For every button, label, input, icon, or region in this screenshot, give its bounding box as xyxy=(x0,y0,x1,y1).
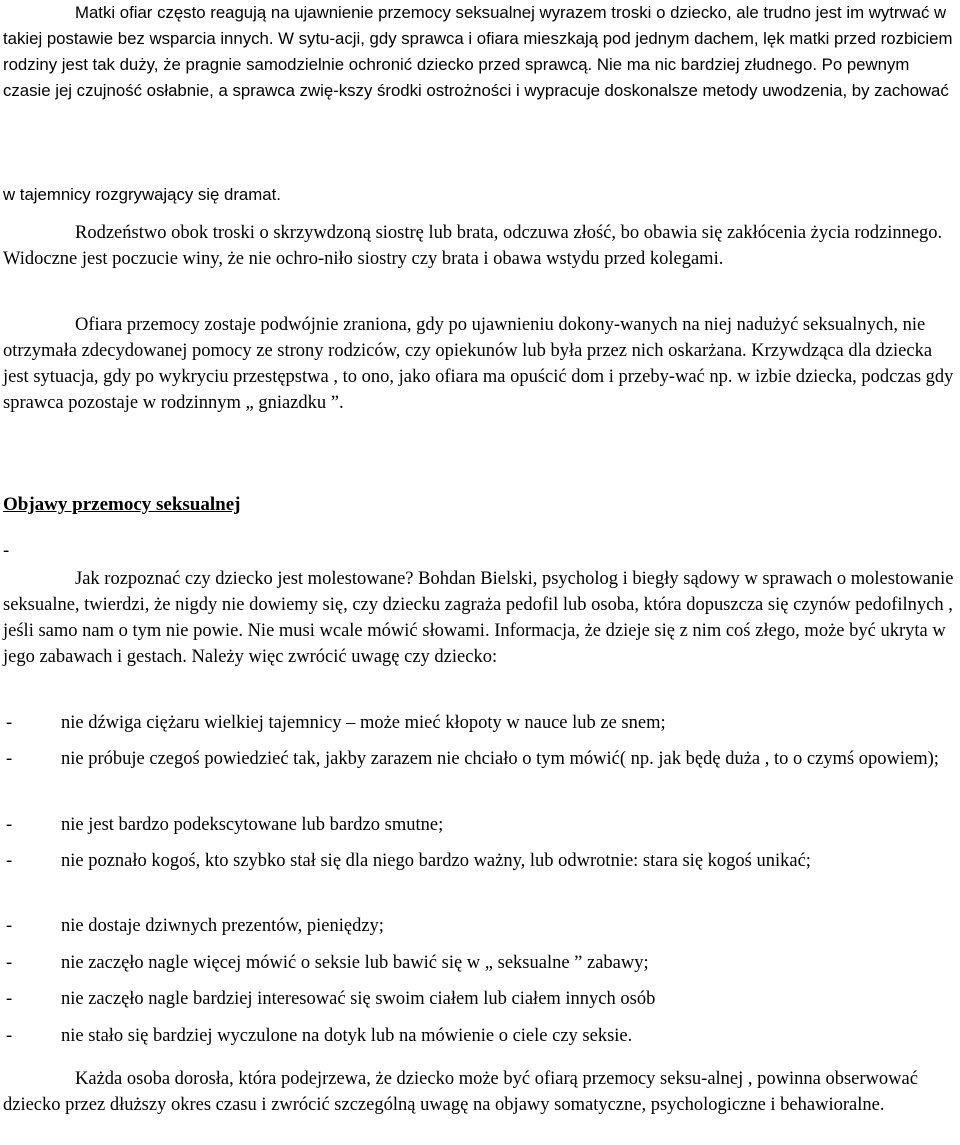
list-item xyxy=(3,848,955,874)
list-item xyxy=(3,913,955,939)
list-dash: - xyxy=(6,916,13,936)
list-item-text: nie dźwiga ciężaru wielkiej tajemnicy – może mieć kłopoty w nauce lub ze snem; xyxy=(61,713,666,733)
list-item xyxy=(3,710,955,736)
list-item-text: nie zaczęło nagle bardziej interesować się swoim ciałem lub ciałem innych osób xyxy=(61,989,656,1009)
list-item-text: nie dostaje dziwnych prezentów, pieniędzy; xyxy=(61,916,384,936)
list-item xyxy=(3,812,955,838)
list-dash: - xyxy=(6,749,13,769)
lone-dash: - xyxy=(3,541,10,561)
list-item-text: nie stało się bardziej wyczulone na dotyk lub na mówienie o ciele czy seksie. xyxy=(61,1026,633,1046)
section-heading-symptoms: Objawy przemocy seksualnej xyxy=(3,494,241,515)
list-item xyxy=(3,1023,955,1049)
paragraph-how-to-recognize: Jak rozpoznać czy dziecko jest molestowane? Bohdan Bielski, psycholog i biegły sądowy w sprawach o molestowanie seksualne, twierdzi, że nigdy nie dowiemy się, czy dziecku zagraża pedofil lub osoba, która dopuszcza się czynów pedofilnych , jeśli samo nam o tym nie powie. Nie musi wcale mówić słowami. Informacja, że dzieje się z nim coś złego, może być ukryta w jego zabawach i gestach. Należy więc zwrócić uwagę czy dziecko: xyxy=(3,569,954,667)
list-item xyxy=(3,986,955,1012)
list-dash: - xyxy=(6,953,13,973)
paragraph-mothers-reaction: Matki ofiar często reagują na ujawnienie przemocy seksualnej wyrazem troski o dziecko, ale trudno jest im wytrwać w takiej postawie bez wsparcia innych. W sytu-acji, gdy sprawca i ofiara mieszkają pod jednym dachem, lęk matki przed rozbiciem rodziny jest tak duży, że pragnie samodzielnie ochronić dziecko przed sprawcą. Nie ma nic bardziej złudnego. Po pewnym czasie jej czujność osłabnie, a sprawca zwię-kszy środki ostrożności i wypracuje doskonalsze metody uwodzenia, by zachować xyxy=(3,3,953,100)
list-item-text: nie zaczęło nagle więcej mówić o seksie lub bawić się w „ seksualne ” zabawy; xyxy=(61,953,649,973)
list-item-text: nie próbuje czegoś powiedzieć tak, jakby zarazem nie chciało o tym mówić( np. jak będę duża , to o czymś opowiem); xyxy=(61,749,939,769)
list-item-text: nie poznało kogoś, kto szybko stał się dla niego bardzo ważny, lub odwrotnie: stara się kogoś unikać; xyxy=(61,851,811,871)
list-item-text: nie jest bardzo podekscytowane lub bardzo smutne; xyxy=(61,815,444,835)
list-dash: - xyxy=(6,851,13,871)
paragraph-adult-observation: Każda osoba dorosła, która podejrzewa, że dziecko może być ofiarą przemocy seksu-alnej , powinna obserwować dziecko przez dłuższy okres czasu i zwrócić szczególną uwagę na objawy somatyczne, psychologiczne i behawioralne. xyxy=(3,1069,918,1115)
paragraph-siblings: Rodzeństwo obok troski o skrzywdzoną siostrę lub brata, odczuwa złość, bo obawia się zakłócenia życia rodzinnego. Widoczne jest poczucie winy, że nie ochro-niło siostry czy brata i obawa wstydu przed kolegami. xyxy=(3,223,943,269)
list-item xyxy=(3,746,955,772)
list-dash: - xyxy=(6,1026,13,1046)
paragraph-double-victim: Ofiara przemocy zostaje podwójnie zraniona, gdy po ujawnieniu dokony-wanych na niej nadużyć seksualnych, nie otrzymała zdecydowanej pomocy ze strony rodziców, czy opiekunów lub była przez nich oskarżana. Krzywdząca dla dziecka jest sytuacja, gdy po wykryciu przestępstwa , to ono, jako ofiara ma opuścić dom i przeby-wać np. w izbie dziecka, podczas gdy sprawca pozostaje w rodzinnym „ gniazdku ”. xyxy=(3,315,954,413)
list-dash: - xyxy=(6,815,13,835)
list-dash: - xyxy=(6,989,13,1009)
list-dash: - xyxy=(6,713,13,733)
paragraph-mothers-reaction-continued: w tajemnicy rozgrywający się dramat. xyxy=(3,185,281,204)
list-item xyxy=(3,950,955,976)
